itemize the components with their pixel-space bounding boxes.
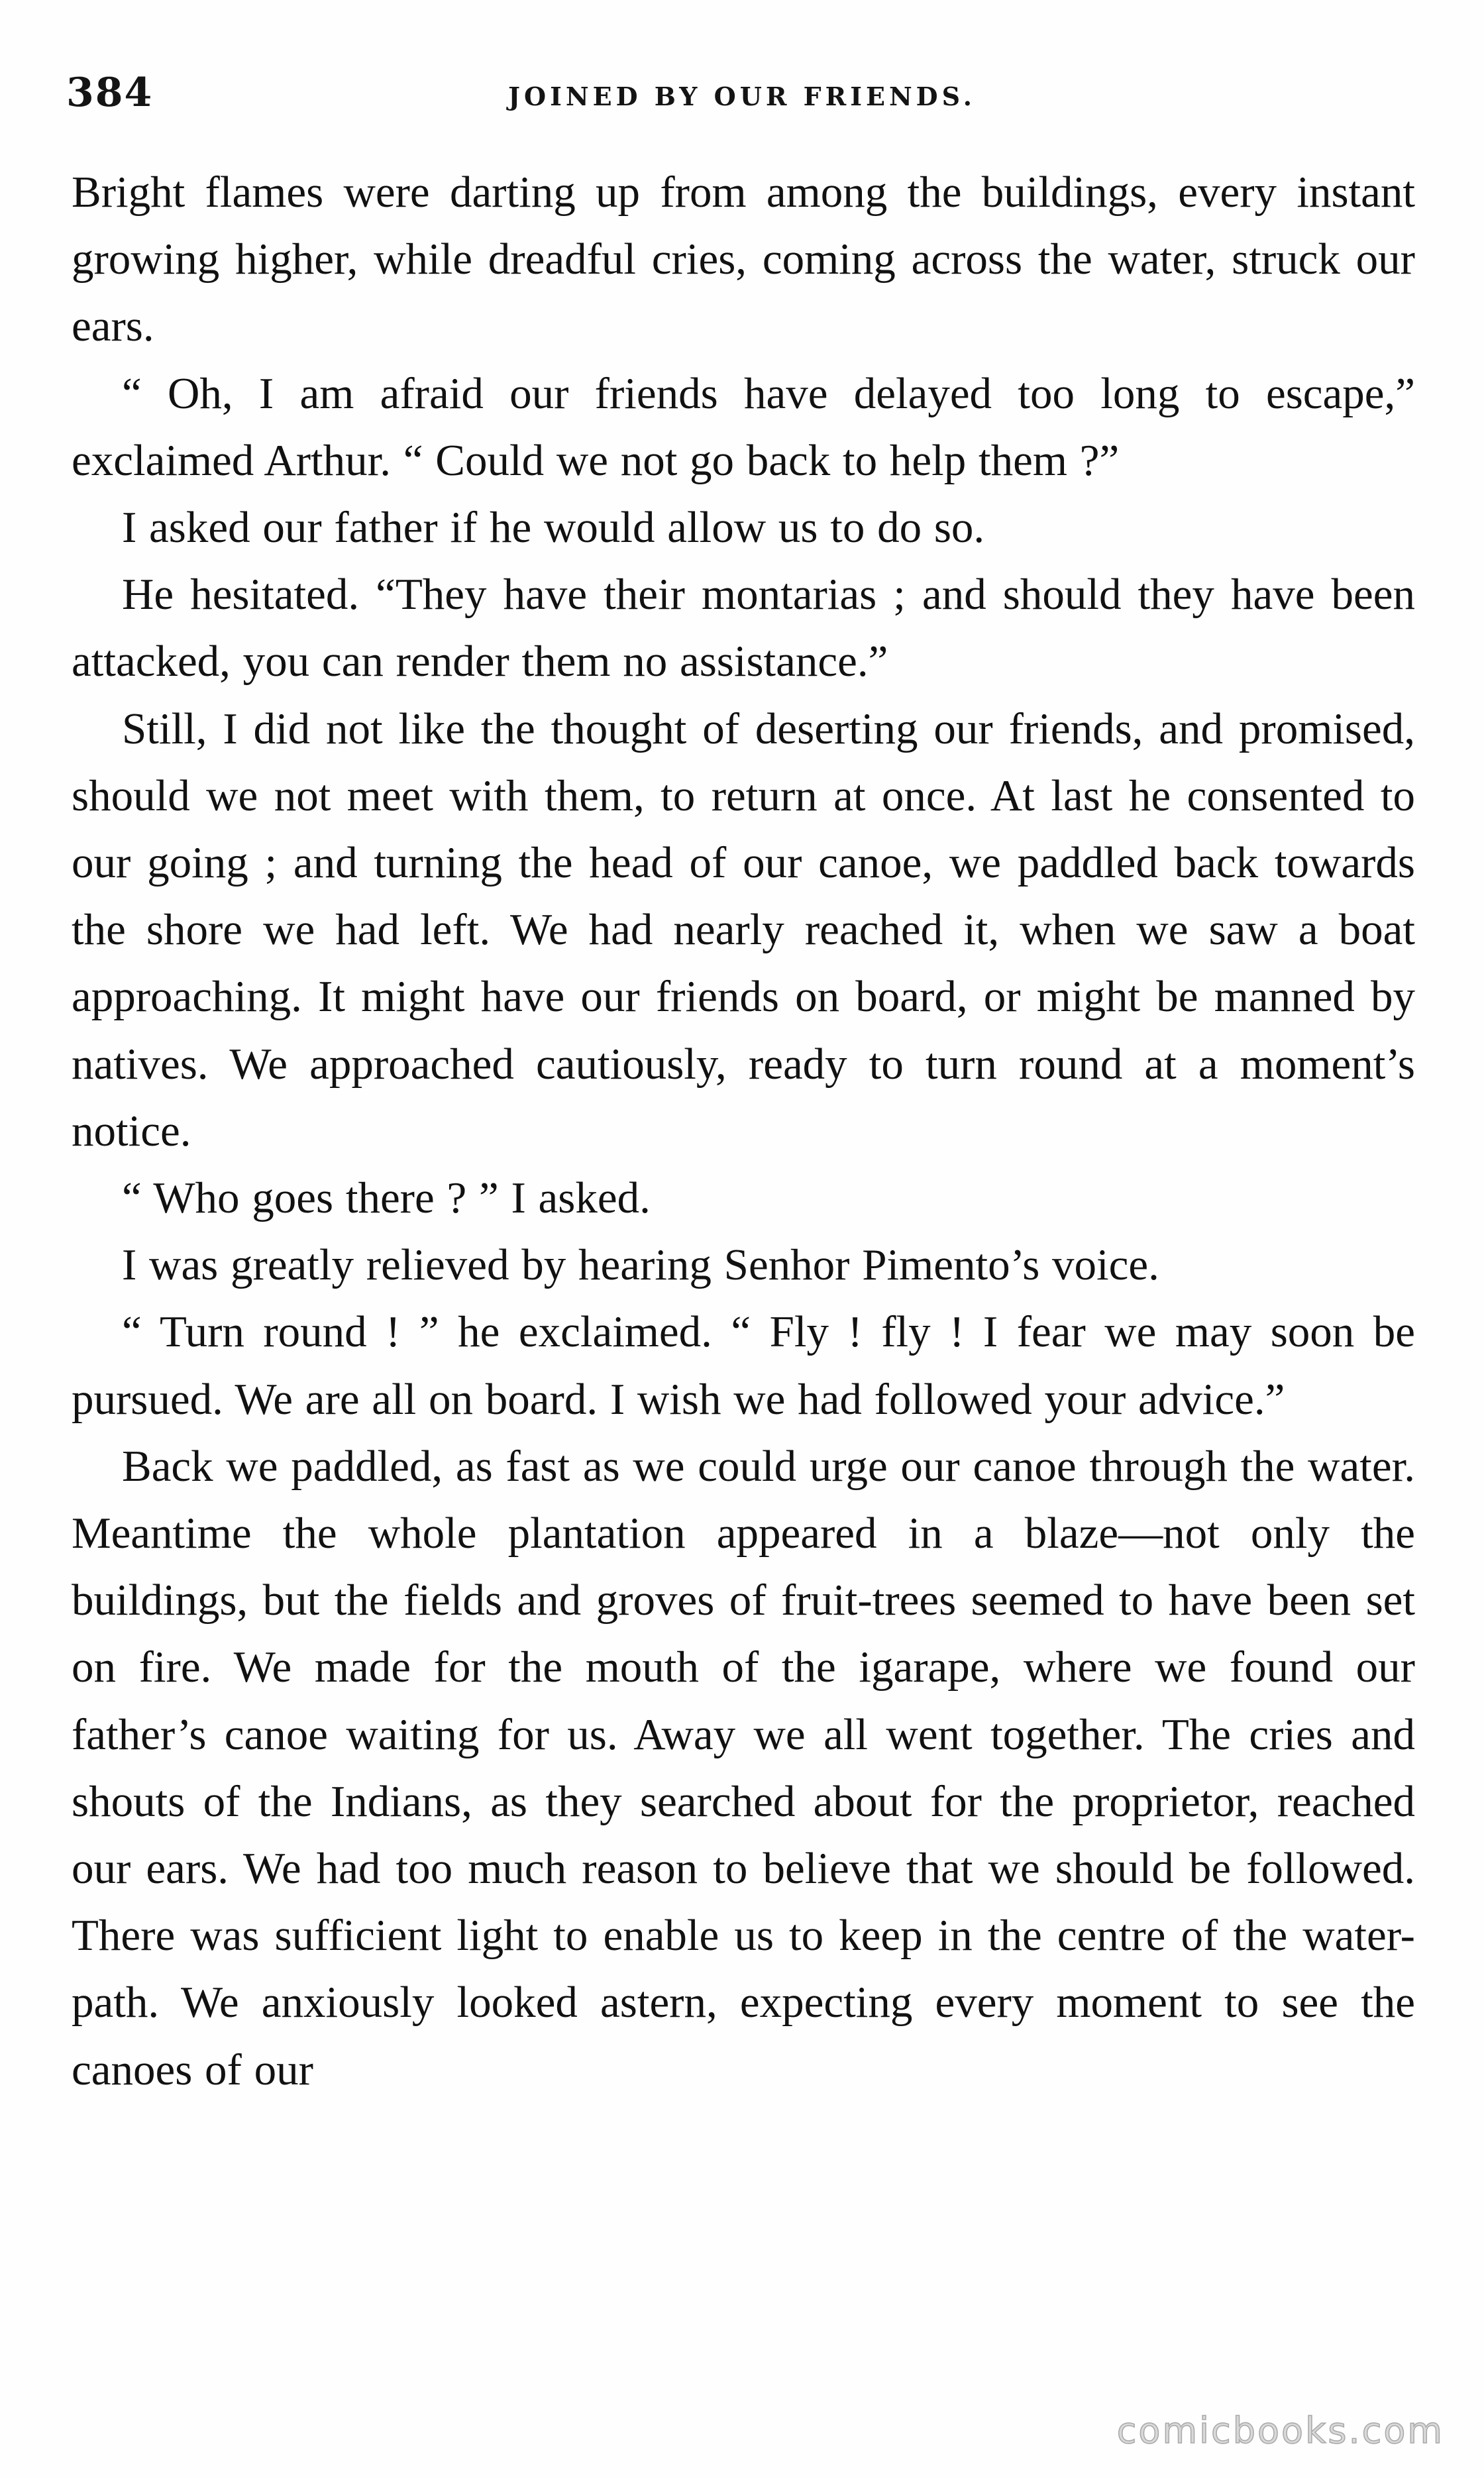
- page-number: 384: [66, 70, 154, 116]
- paragraph-4: He hesitated. “They have their montarias ; and should they have been attacked, you can render them no assistance.”: [72, 570, 1415, 686]
- paragraph-7: I was greatly relieved by hearing Senhor Pimento’s voice.: [122, 1240, 1159, 1290]
- paragraph-9: Back we paddled, as fast as we could urge our canoe through the water. Meantime the whole plantation appeared in a blaze—not only the buildings, but the fields and groves of fruit-trees seemed to have been set on fire. We made for the mouth of the igarape, where we found our father’s canoe waiting for us. Away we all went together. The cries and shouts of the Indians, as they searched about for the proprietor, reached our ears. We had too much reason to believe that we should be followed. There was sufficient light to enable us to keep in the centre of the water-path. We anxiously looked astern, expecting every moment to see the canoes of our: [72, 1441, 1415, 2094]
- running-title: JOINED BY OUR FRIENDS.: [508, 81, 976, 111]
- paragraph-3: I asked our father if he would allow us to do so.: [122, 503, 985, 553]
- watermark: comicbooks.com: [1116, 2410, 1444, 2451]
- running-head: [66, 70, 1418, 116]
- paragraph-5: Still, I did not like the thought of deserting our friends, and promised, should we not meet with them, to return at once. At last he consented to our going ; and turning the head of our canoe, we paddled back towards the shore we had left. We had nearly reached it, when we saw a boat approaching. It might have our friends on board, or might be manned by natives. We approached cautiously, ready to turn round at a moment’s notice.: [72, 704, 1415, 1156]
- body-text: [72, 159, 1415, 2104]
- paragraph-6: “ Who goes there ? ” I asked.: [122, 1173, 651, 1223]
- paragraph-2: “ Oh, I am afraid our friends have delayed too long to escape,” exclaimed Arthur. “ Could we not go back to help them ?”: [72, 368, 1415, 485]
- paragraph-8: “ Turn round ! ” he exclaimed. “ Fly ! fly ! I fear we may soon be pursued. We are all on board. I wish we had followed your advice.”: [72, 1307, 1415, 1424]
- paragraph-1: Bright flames were darting up from among the buildings, every instant growing higher, while dreadful cries, coming across the water, struck our ears.: [72, 168, 1415, 351]
